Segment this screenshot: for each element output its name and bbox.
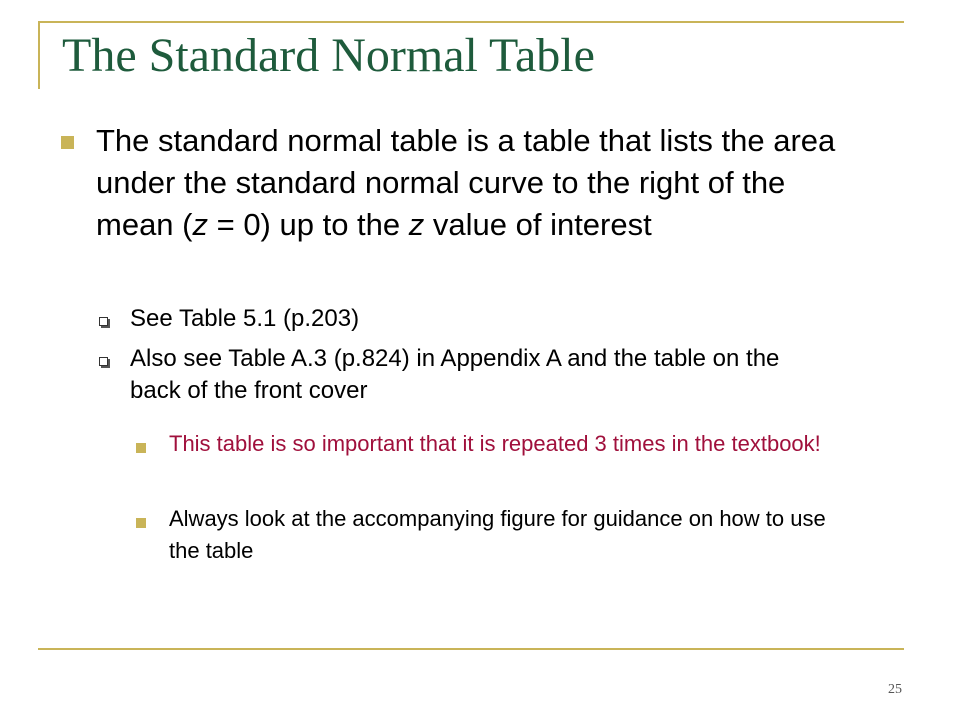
slide-number: 25 <box>888 682 902 697</box>
sub-bullet-marker-1 <box>99 317 108 326</box>
variable-z: z <box>192 207 208 242</box>
top-rule <box>38 21 904 23</box>
sub-bullet-marker-2 <box>99 357 108 366</box>
bullet-main-text-2: = 0) up to the <box>207 207 409 242</box>
bullet-main-text-1: The standard normal table is a table that lists the area under the standard normal curve to the right of the mean ( <box>96 123 836 242</box>
sub-bullet-1: See Table 5.1 (p.203) <box>130 305 360 332</box>
sub-bullet-2: Also see Table A.3 (p.824) in Appendix A and the table on the back of the front cover <box>130 345 780 404</box>
slide-title: The Standard Normal Table <box>62 29 595 82</box>
bullet-marker-1 <box>61 136 74 149</box>
variable-z-2: z <box>408 207 425 242</box>
sub-sub-bullet-1: This table is so important that it is repeated 3 times in the textbook! <box>169 431 821 456</box>
bullet-main-text-3: value of interest <box>424 207 652 242</box>
sub-sub-bullet-marker-2 <box>136 518 146 528</box>
bullet-main <box>96 120 856 246</box>
left-rule <box>38 21 40 89</box>
bottom-rule <box>38 648 904 650</box>
sub-sub-bullet-marker-1 <box>136 443 146 453</box>
sub-sub-bullet-2: Always look at the accompanying figure for guidance on how to use the table <box>169 506 826 563</box>
